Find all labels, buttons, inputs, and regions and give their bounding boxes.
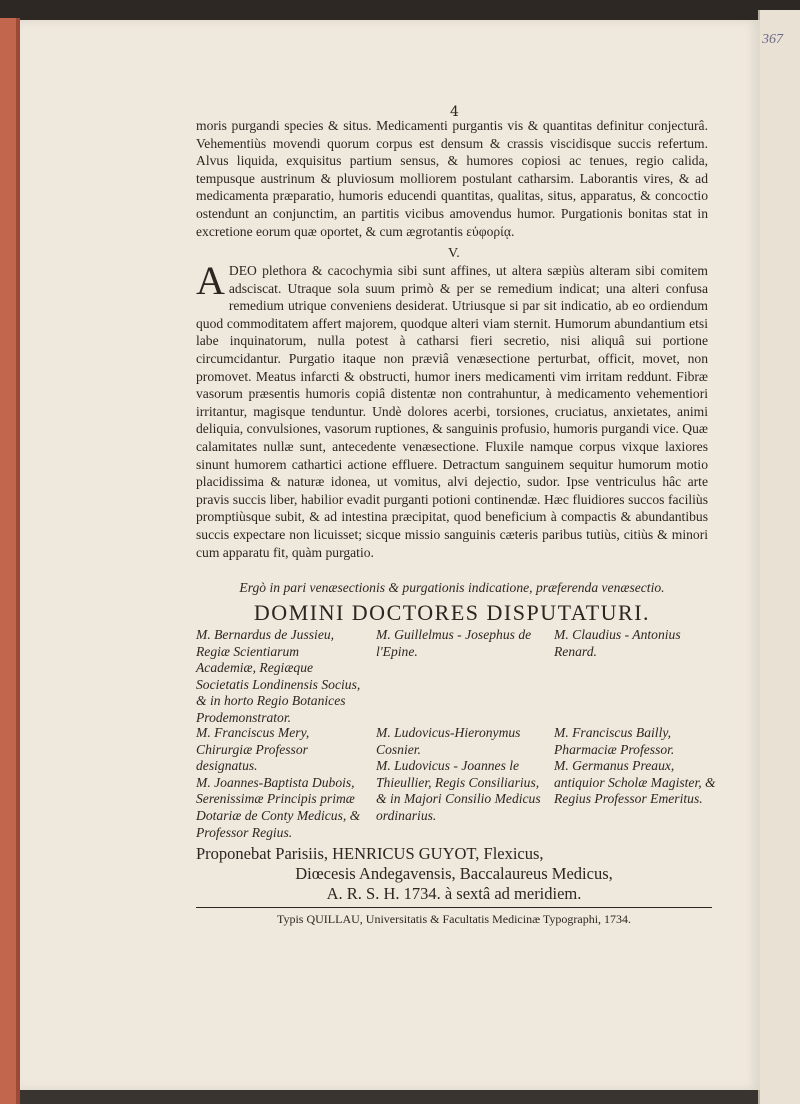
doctor-entry: M. Ludovicus - Joannes le Thieullier, Regis Consiliarius, & in Majori Consilio Medicus ordinarius. xyxy=(376,758,541,823)
respondent-line-1: Proponebat Parisiis, HENRICUS GUYOT, Flexicus, xyxy=(196,844,544,863)
section-5-number: V. xyxy=(448,246,460,261)
doctor-entry: M. Bernardus de Jussieu, Regiæ Scientiarum Academiæ, Regiæque Societatis Londinensis Socius, & in horto Regio Botanices Prodemonstrator. xyxy=(196,627,361,725)
page-number: 4 xyxy=(450,104,459,120)
doctors-column-3-row-2 xyxy=(554,725,719,808)
thesis-conclusion: Ergò in pari venæsectionis & purgationis indicatione, præferenda venæsectio. xyxy=(239,580,665,595)
doctors-column-3 xyxy=(554,627,719,660)
doctor-entry: M. Franciscus Mery, Chirurgiæ Professor designatus. xyxy=(196,725,310,774)
respondent-line-3: A. R. S. H. 1734. à sextâ ad meridiem. xyxy=(326,884,582,903)
doctor-entry: M. Claudius - Antonius Renard. xyxy=(554,627,681,659)
handwritten-folio: 367 xyxy=(762,32,783,47)
doctors-column-2 xyxy=(376,627,541,660)
doctor-entry: M. Franciscus Bailly, Pharmaciæ Professor. xyxy=(554,725,675,757)
printer-imprint: Typis QUILLAU, Universitatis & Facultatis Medicinæ Typographi, 1734. xyxy=(276,912,632,926)
book-spine-top xyxy=(0,0,800,22)
doctor-entry: M. Germanus Preaux, antiquior Scholæ Magister, & Regius Professor Emeritus. xyxy=(554,758,716,807)
red-page-edge xyxy=(0,18,20,1104)
respondent-line-2: Diœcesis Andegavensis, Baccalaureus Medicus, xyxy=(295,864,613,883)
section-5-text: DEO plethora & cacochymia sibi sunt affines, ut altera sæpiùs alteram sibi comitem adsciscat. Utraque sola suum primò & per se remedium indicat; una alteri confusa remedium utrique conveniens desiderat. Utriusque si par sit indicatio, ab eo ordiendum quod commoditatem affert majorem, quodque alteri viam sternit. Humorum abundantium etsi labe inquinatorum, nulla potest à catharsi fieri secretio, nisi aliquâ sui portione circumcidantur. Purgatio itaque non præviâ venæsectione perturbat, officit, movet, non promovet. Meatus infarcti & obstructi, humor iners medicamenti vim irritam reddunt. Fibræ vasorum præsentis humoris copiâ distentæ non contrahuntur, à medicamento vehementiori irritantur, magisque tenduntur. Undè dolores acerbi, torsiones, cruciatus, anxietates, animi deliquia, convulsiones, vasorum ruptiones, & sanguinis profusio, humoris purgandi vice. Quæ calamitates nullæ sunt, antecedente venæsectione. Fluxile namque corpus vixque laxiores sinunt humorem cathartici actione effluere. Detractum sanguinem sequitur humorum motio placidissima & naturæ idonea, ut vomitus, alvi dejectio, sudor. Ipse ventriculus hâc arte pravis succis liber, habilior evadit purganti potioni continendæ. Hæc fluidiores succos faciliùs promptiùsque subit, & ad intestina præcipitat, quod beneficium à compactis & abundantibus succis expectare non licuisset; sicque missio sanguinis cæteris paribus tutiùs, citiùs & minori cum apparatu fit, quàm purgatio. xyxy=(196,263,708,560)
section-4-paragraph: moris purgandi species & situs. Medicamenti purgantis vis & quantitas definitur conjecturâ. Vehementiùs movendi quorum corpus est densum & crassis viscidisque succis refertum. Alvus liquida, exquisitus partium sensus, & humores copiosi ac tenues, regio calida, tempusque austrinum & pluviosum molliorem postulant catharsim. Laborantis vires, & ad medicamenta præparatio, humoris educendi quantitas, qualitas, situs, apparatus, & concoctio ostendunt an conjunctim, an partitis vicibus amovendus humor. Purgationis bonitas stat in excretione eorum quæ oportet, & cum ægrotantis εὐφορίᾳ. xyxy=(196,118,708,239)
doctors-column-1-row-2 xyxy=(196,725,361,841)
doctor-entry: M. Joannes-Baptista Dubois, Serenissimæ Principis primæ Dotariæ de Conty Medicus, & Professor Regius. xyxy=(196,774,361,840)
section-5-paragraph xyxy=(196,258,708,561)
respondent-block xyxy=(196,844,712,904)
doctors-heading: DOMINI DOCTORES DISPUTATURI. xyxy=(253,600,651,625)
adjacent-page-edge xyxy=(758,10,800,1104)
doctor-entry: M. Guillelmus - Josephus de l'Epine. xyxy=(376,627,532,659)
drop-cap: A xyxy=(196,258,225,303)
doctors-column-1 xyxy=(196,627,361,727)
doctor-entry: M. Ludovicus-Hieronymus Cosnier. xyxy=(376,725,521,757)
doctors-column-2-row-2 xyxy=(376,725,541,825)
imprint-rule xyxy=(196,907,712,908)
